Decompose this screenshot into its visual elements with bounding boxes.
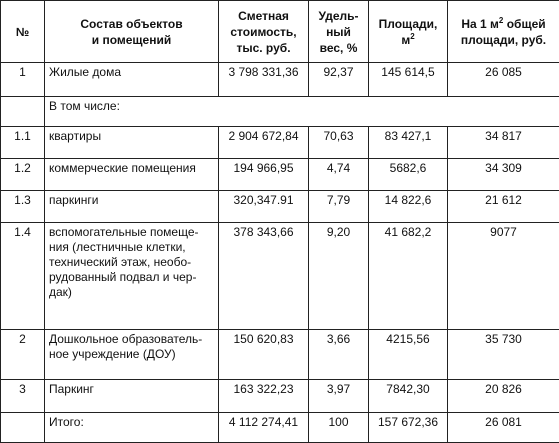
table-row xyxy=(1,379,559,412)
row-per-m2: 21 612 xyxy=(448,191,559,223)
row-cost: 378 343,66 xyxy=(219,223,309,329)
table-row xyxy=(1,159,559,191)
row-area: 5682,6 xyxy=(369,159,448,191)
row-area: 41 682,2 xyxy=(369,223,448,329)
row-name: паркинги xyxy=(45,191,219,223)
table-row xyxy=(1,127,559,159)
row-per-m2: 35 730 xyxy=(448,329,559,379)
row-area: 14 822,6 xyxy=(369,191,448,223)
row-weight: 3,66 xyxy=(309,329,369,379)
row-num: 1.3 xyxy=(1,191,45,223)
row-name: вспомогательные помеще- ния (лестничные клетки, технический этаж, необо- рудованный подвал и чер- дак) xyxy=(45,223,219,329)
table-row xyxy=(1,223,559,329)
header-num: № xyxy=(1,1,45,63)
header-weight: Удель- ный вес, % xyxy=(309,1,369,63)
row-name: квартиры xyxy=(45,127,219,159)
header-row xyxy=(1,1,559,63)
row-name: коммерческие помещения xyxy=(45,159,219,191)
subheading-text: В том числе: xyxy=(45,97,559,127)
row-per-m2: 9077 xyxy=(448,223,559,329)
header-area: Площади, $м^2$ xyxy=(369,1,448,63)
row-area: 4215,56 xyxy=(369,329,448,379)
row-cost: 4 112 274,41 xyxy=(219,412,309,442)
row-name: Жилые дома xyxy=(45,63,219,97)
row-cost: 194 966,95 xyxy=(219,159,309,191)
row-per-m2: 26 085 xyxy=(448,63,559,97)
row-cost: 163 322,23 xyxy=(219,379,309,412)
row-weight: 4,74 xyxy=(309,159,369,191)
row-name: Дошкольное образователь- ное учреждение (ДОУ) xyxy=(45,329,219,379)
row-num xyxy=(1,412,45,442)
header-name: Состав объектов и помещений xyxy=(45,1,219,63)
row-area: 145 614,5 xyxy=(369,63,448,97)
row-weight: 70,63 xyxy=(309,127,369,159)
row-num xyxy=(1,97,45,127)
row-per-m2: 20 826 xyxy=(448,379,559,412)
table-row-total xyxy=(1,412,559,442)
row-num: 1 xyxy=(1,63,45,97)
row-num: 1.1 xyxy=(1,127,45,159)
row-num: 3 xyxy=(1,379,45,412)
row-name: Итого: xyxy=(45,412,219,442)
header-per-m2: На 1 $м^2$ общей площади, руб. xyxy=(448,1,559,63)
row-weight: 100 xyxy=(309,412,369,442)
row-cost: 2 904 672,84 xyxy=(219,127,309,159)
row-cost: 320,347.91 xyxy=(219,191,309,223)
row-cost: 150 620,83 xyxy=(219,329,309,379)
row-num: 1.4 xyxy=(1,223,45,329)
row-name: Паркинг xyxy=(45,379,219,412)
row-per-m2: 34 817 xyxy=(448,127,559,159)
table-row xyxy=(1,63,559,97)
table-row xyxy=(1,191,559,223)
row-num: 1.2 xyxy=(1,159,45,191)
row-area: 83 427,1 xyxy=(369,127,448,159)
row-num: 2 xyxy=(1,329,45,379)
row-area: 157 672,36 xyxy=(369,412,448,442)
table-row xyxy=(1,329,559,379)
row-per-m2: 26 081 xyxy=(448,412,559,442)
row-cost: 3 798 331,36 xyxy=(219,63,309,97)
row-per-m2: 34 309 xyxy=(448,159,559,191)
row-weight: 7,79 xyxy=(309,191,369,223)
table-row-subheading xyxy=(1,97,559,127)
header-cost: Сметная стоимость, тыс. руб. xyxy=(219,1,309,63)
row-weight: 3,97 xyxy=(309,379,369,412)
row-area: 7842,30 xyxy=(369,379,448,412)
row-weight: 92,37 xyxy=(309,63,369,97)
row-weight: 9,20 xyxy=(309,223,369,329)
